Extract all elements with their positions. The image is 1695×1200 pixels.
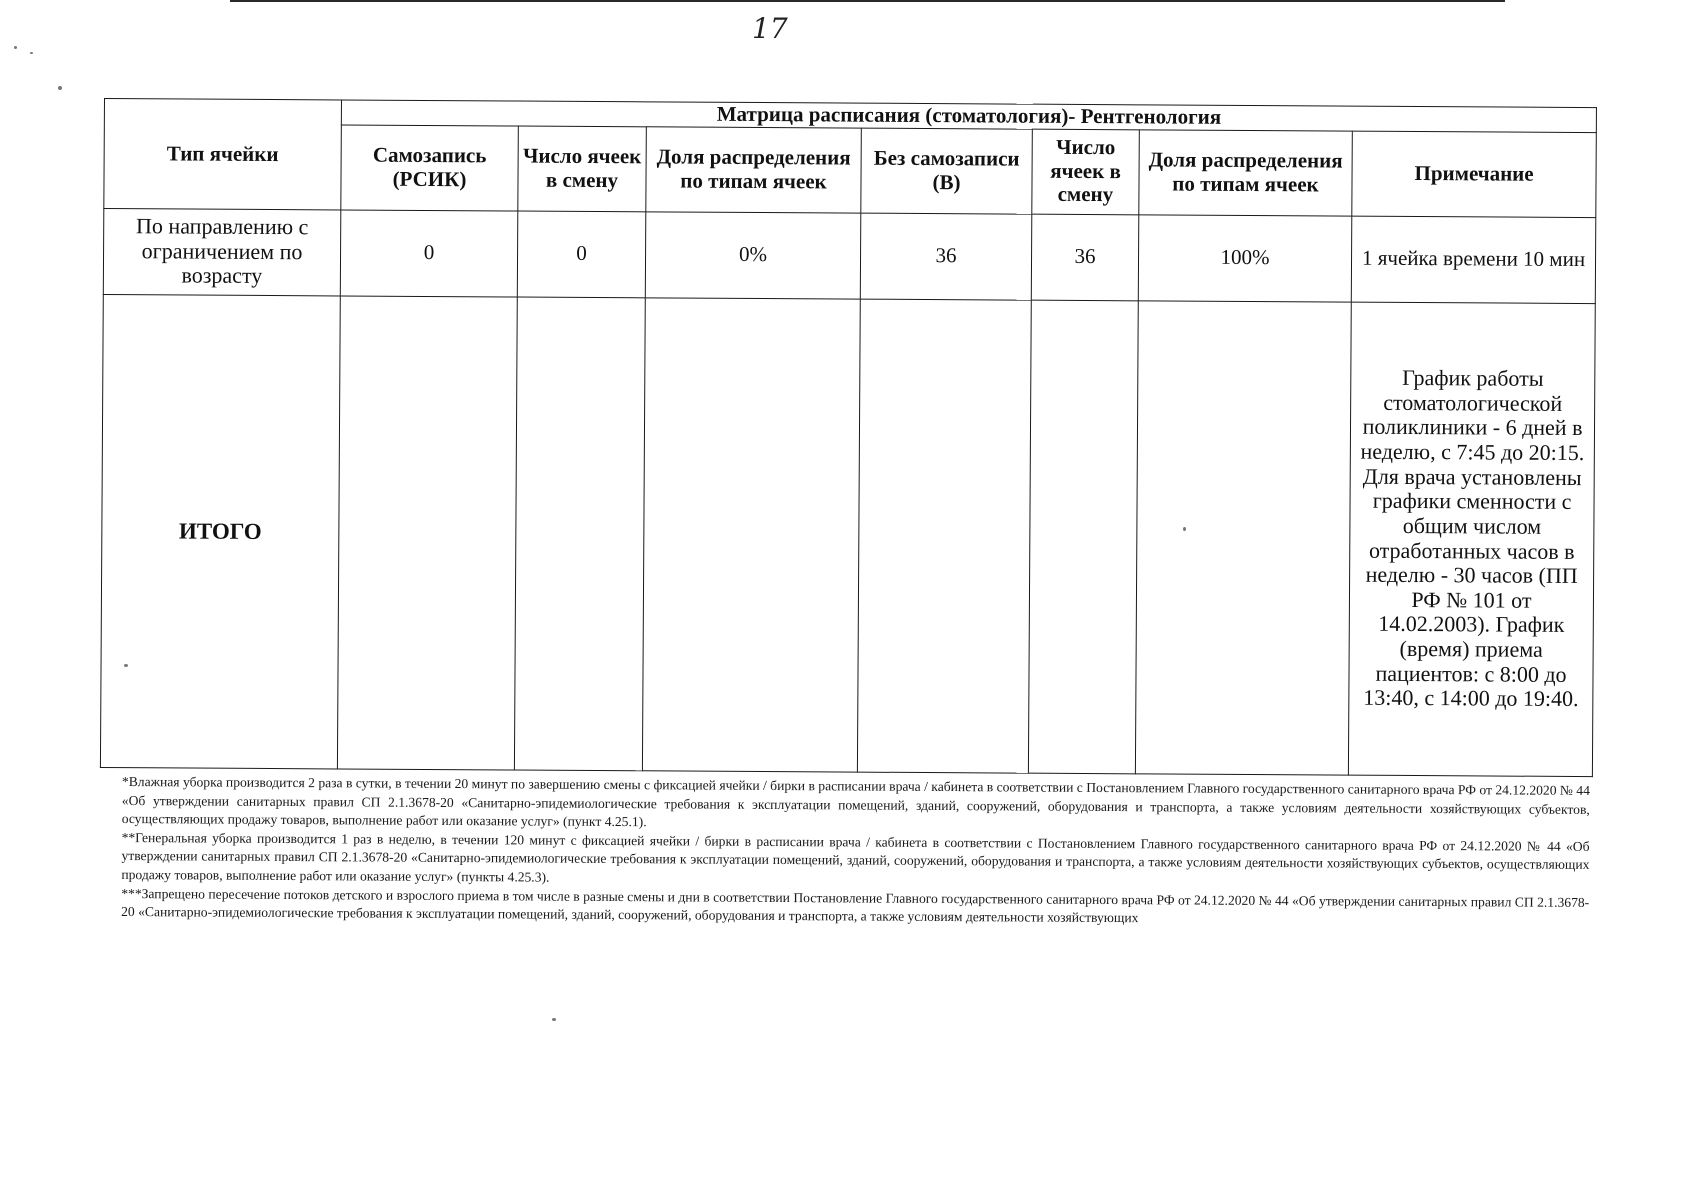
table-title: Матрица расписания (стоматология)- Рентгенология [341,100,1596,132]
scan-speck [30,52,33,54]
total-row [100,294,1595,776]
total-empty-cell [1028,300,1138,774]
row-cells-per-shift-2: 36 [1031,214,1139,301]
row-cells-per-shift-1: 0 [517,211,646,298]
total-empty-cell [857,299,1031,773]
scan-speck [14,46,17,49]
scan-speck [552,1018,556,1021]
total-note: График работы стоматологической поликлиники - 6 дней в неделю, с 7:45 до 20:15. Для врача установлены графики сменности с общим числом отработанных часов в неделю - 30 часов (ПП РФ № 101 от 14.02.2003). График (время) приема пациентов: с 8:00 до 13:40, с 14:00 до 19:40. [1348,302,1595,776]
scan-top-rule [230,0,1505,2]
header-note: Примечание [1352,131,1597,217]
row-no-self-signup: 36 [860,213,1032,300]
footnotes [121,773,1590,931]
footnote-flow-separation: ***Запрещено пересечение потоков детского и взрослого приема в том числе в разные смены и дни в соответствии Постановление Главного государственного санитарного врача РФ от 24.12.2020 № 44 «Об утверждении санитарных правил СП 2.1.3678-20 «Санитарно-эпидемиологические требования к эксплуатации помещений, зданий, сооружений, оборудования и транспорта, а также условиям деятельности хозяйствующих [121,885,1590,926]
row-note: 1 ячейка времени 10 мин [1351,216,1596,303]
total-empty-cell [642,297,860,771]
row-cell-type: По направлению с ограничением по возрасту [103,208,341,295]
footnote-general-cleaning: **Генеральная уборка производится 1 раз в неделю, в течении 120 минут с фиксацией ячейки / бирки в расписании врача / кабинета в соответствии с Постановлением Главного государственного санитарного врача РФ от 24.12.2020 № 44 «Об утверждении санитарных правил СП 2.1.3678-20 «Санитарно-эпидемиологические требования к эксплуатации помещений, зданий, сооружений, оборудования и транспорта, а также условиям деятельности хозяйствующих субъектов, осуществляющих продажу товаров, выполнение работ или оказание услуг» (пункты 4.25.3). [121,829,1590,885]
schedule-matrix-table [100,98,1597,777]
total-empty-cell [337,295,517,769]
total-empty-cell [1135,300,1351,774]
header-self-signup: Самозапись (РСИК) [341,124,519,210]
header-cell-type: Тип ячейки [104,99,342,210]
header-cells-per-shift-1: Число ячеек в смену [518,126,647,212]
scan-speck [58,86,62,90]
total-label: ИТОГО [100,294,340,768]
row-self-signup: 0 [340,209,518,296]
footnote-wet-cleaning: *Влажная уборка производится 2 раза в сутки, в течении 20 минут по завершению смены с фиксацией ячейки / бирки в расписании врача / кабинета в соответствии с Постановлением Главного государственного санитарного врача РФ от 24.12.2020 № 44 «Об утверждении санитарных правил СП 2.1.3678-20 «Санитарно-эпидемиологические требования к эксплуатации помещений, зданий, сооружений, оборудования и транспорта, а также условиям деятельности хозяйствующих субъектов, осуществляющих продажу товаров, выполнение работ или оказание услуг» (пункт 4.25.1). [121,774,1590,830]
header-cells-per-shift-2: Число ячеек в смену [1032,129,1140,215]
total-empty-cell [514,297,645,771]
page-number: 17 [752,12,788,45]
row-share-1: 0% [645,211,861,298]
header-no-self-signup: Без самозаписи (В) [861,128,1033,214]
header-share-2: Доля распределения по типам ячеек [1139,129,1353,215]
header-share-1: Доля распределения по типам ячеек [646,126,862,212]
table-row [103,208,1596,303]
row-share-2: 100% [1138,214,1352,301]
